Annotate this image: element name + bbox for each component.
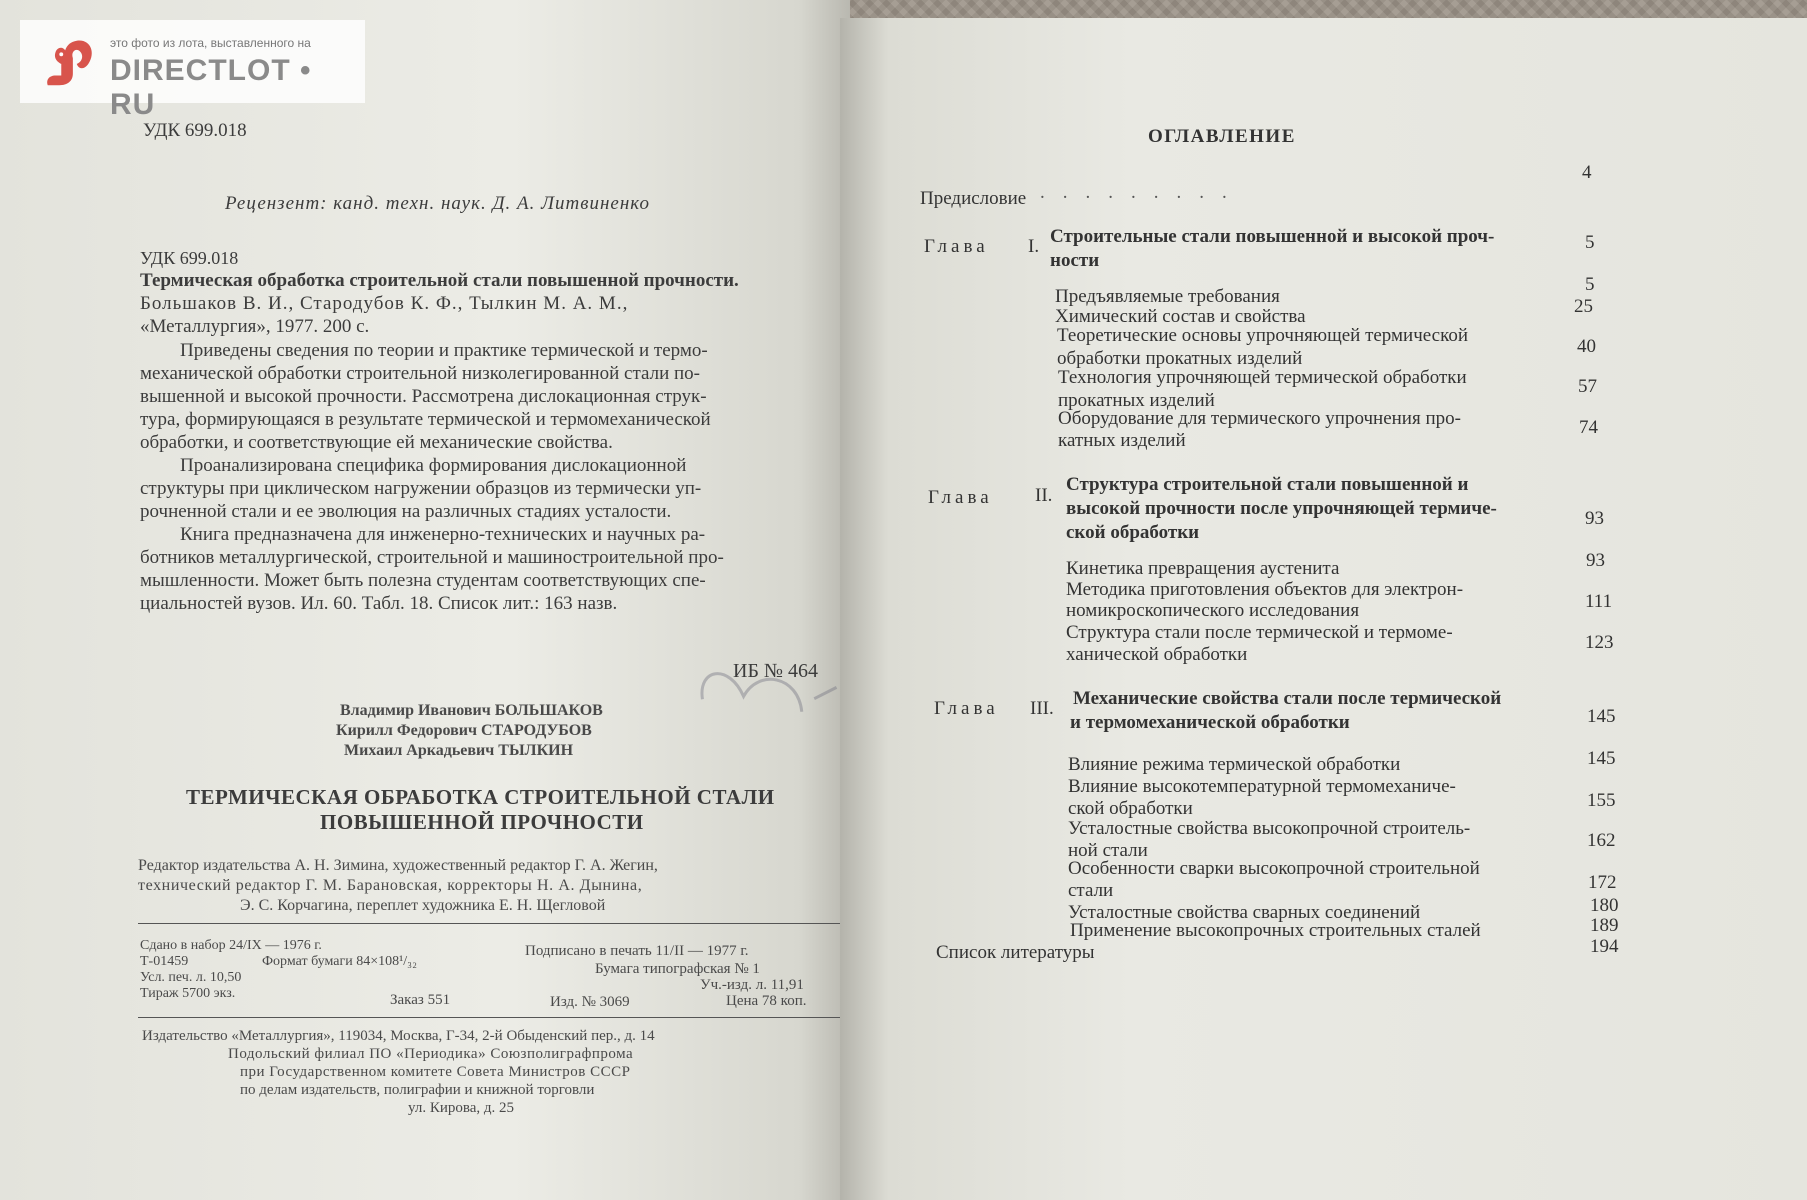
editors-line: Э. С. Корчагина, переплет художника Е. Н. Щегловой — [240, 897, 606, 914]
book-title-2: ПОВЫШЕННОЙ ПРОЧНОСТИ — [320, 810, 644, 834]
abstract-line: механической обработки строительной низколегированной стали по- — [140, 363, 700, 384]
publisher-address: ул. Кирова, д. 25 — [408, 1100, 515, 1116]
imprint-signed: Подписано в печать 11/II — 1977 г. — [525, 943, 749, 959]
watermark-brand: DIRECTLOT • RU — [110, 54, 312, 121]
toc-item: прокатных изделий — [1058, 390, 1215, 411]
toc-chapter-title: Механические свойства стали после термической — [1073, 688, 1502, 709]
toc-item: Методика приготовления объектов для электрон- — [1066, 579, 1464, 600]
toc-chapter-prefix: Глава — [924, 236, 989, 257]
toc-chapter-title: Структура строительной стали повышенной и — [1066, 474, 1469, 495]
publisher-address: при Государственном комитете Совета Министров СССР — [240, 1064, 631, 1080]
toc-chapter-title: ской обработки — [1066, 522, 1200, 543]
toc-chapter-page: 145 — [1587, 706, 1616, 727]
imprint-izd: Изд. № 3069 — [550, 994, 630, 1010]
toc-item-page: 145 — [1587, 748, 1616, 769]
toc-chapter-prefix: Глава — [934, 698, 999, 719]
toc-item: номикроскопического исследования — [1066, 600, 1360, 621]
toc-item-page: 74 — [1579, 417, 1598, 438]
editors-line: Редактор издательства А. Н. Зимина, художественный редактор Г. А. Жегин, — [138, 857, 658, 874]
catalog-authors-line: Большаков В. И., Стародубов К. Ф., Тылкин М. А. М., — [140, 293, 629, 314]
toc-item: Кинетика превращения аустенита — [1066, 558, 1340, 579]
toc-item: ской обработки — [1068, 798, 1193, 819]
toc-chapter-numeral: II. — [1035, 485, 1053, 506]
toc-heading: ОГЛАВЛЕНИЕ — [1148, 126, 1296, 147]
abstract-line: обработки, и соответствующие ей механические свойства. — [140, 432, 613, 453]
imprint-code: Т-01459 — [140, 954, 189, 969]
abstract-line: Приведены сведения по теории и практике термической и термо- — [180, 340, 708, 361]
toc-chapter-title: высокой прочности после упрочняющей термиче- — [1066, 498, 1497, 519]
toc-item: Влияние режима термической обработки — [1068, 754, 1401, 775]
toc-chapter-title: и термомеханической обработки — [1070, 712, 1350, 733]
toc-item: Усталостные свойства сварных соединений — [1068, 902, 1421, 923]
toc-bibliography-label: Список литературы — [936, 942, 1095, 963]
catalog-publisher-line: «Металлургия», 1977. 200 с. — [140, 316, 370, 337]
toc-item-page: 180 — [1590, 895, 1619, 916]
catalog-title-line: Термическая обработка строительной стали повышенной прочности. — [140, 270, 739, 291]
toc-dots: ......... — [1040, 182, 1245, 203]
editors-line: технический редактор Г. М. Барановская, корректоры Н. А. Дынина, — [138, 877, 643, 894]
toc-chapter-page: 93 — [1585, 508, 1604, 529]
toc-item: Теоретические основы упрочняющей термической — [1057, 325, 1469, 346]
toc-item: Применение высокопрочных строительных сталей — [1070, 920, 1481, 941]
abstract-line: циальностей вузов. Ил. 60. Табл. 18. Список лит.: 163 назв. — [140, 593, 618, 614]
imprint-sent: Сдано в набор 24/IX — 1976 г. — [140, 938, 322, 953]
toc-item-page: 189 — [1590, 915, 1619, 936]
imprint-top-rule — [138, 923, 843, 924]
toc-item: катных изделий — [1058, 430, 1186, 451]
toc-item: обработки прокатных изделий — [1057, 348, 1303, 369]
abstract-line: тура, формирующаяся в результате термической и термомеханической — [140, 409, 711, 430]
squirrel-logo-icon — [40, 34, 98, 90]
author-name: Владимир Иванович БОЛЬШАКОВ — [340, 702, 603, 719]
publisher-address: по делам издательств, полиграфии и книжной торговли — [240, 1082, 595, 1098]
book-title-1: ТЕРМИЧЕСКАЯ ОБРАБОТКА СТРОИТЕЛЬНОЙ СТАЛИ — [186, 785, 775, 809]
toc-item: Влияние высокотемпературной термомеханиче- — [1068, 776, 1456, 797]
imprint-format: Формат бумаги 84×108¹/₃₂ — [262, 954, 417, 969]
abstract-line: Книга предназначена для инженерно-технических и научных ра- — [180, 524, 706, 545]
library-stamp — [681, 647, 849, 734]
udk-top: УДК 699.018 — [143, 120, 247, 141]
toc-item: Технология упрочняющей термической обработки — [1058, 367, 1467, 388]
toc-item: Химический состав и свойства — [1055, 306, 1306, 327]
imprint-bottom-rule — [138, 1017, 843, 1018]
toc-item: Усталостные свойства высокопрочной строитель- — [1068, 818, 1471, 839]
toc-item-page: 5 — [1585, 274, 1595, 295]
toc-item: ханической обработки — [1066, 644, 1248, 665]
reviewer-line: Рецензент: канд. техн. наук. Д. А. Литвиненко — [225, 193, 650, 214]
toc-item-page: 25 — [1574, 296, 1593, 317]
toc-chapter-title: Строительные стали повышенной и высокой проч- — [1050, 226, 1495, 247]
imprint-uch: Уч.-изд. л. 11,91 — [700, 977, 804, 993]
toc-item-page: 40 — [1577, 336, 1596, 357]
watermark — [20, 20, 365, 121]
toc-item: Особенности сварки высокопрочной строительной — [1068, 858, 1480, 879]
toc-item-page: 93 — [1586, 550, 1605, 571]
watermark-caption: это фото из лота, выставленного на — [110, 36, 311, 50]
toc-item-page: 57 — [1578, 376, 1597, 397]
toc-preface-page: 4 — [1582, 162, 1592, 183]
publisher-address: Издательство «Металлургия», 119034, Москва, Г-34, 2-й Обыденский пер., д. 14 — [142, 1028, 655, 1044]
toc-chapter-page: 5 — [1585, 232, 1595, 253]
toc-item-page: 123 — [1585, 632, 1614, 653]
abstract — [140, 339, 830, 615]
abstract-line: Проанализирована специфика формирования дислокационной — [180, 455, 687, 476]
imprint-paper: Бумага типографская № 1 — [595, 961, 760, 977]
toc-item-page: 155 — [1587, 790, 1616, 811]
toc-item: ной стали — [1068, 840, 1148, 861]
toc-item: Предъявляемые требования — [1055, 286, 1280, 307]
udk-block: УДК 699.018 — [140, 248, 239, 268]
abstract-line: вышенной и высокой прочности. Рассмотрена дислокационная струк- — [140, 386, 707, 407]
imprint-tirazh: Тираж 5700 экз. — [140, 986, 236, 1001]
abstract-line: структуры при циклическом нагружении образцов из термически уп- — [140, 478, 702, 499]
toc-item-page: 172 — [1588, 872, 1617, 893]
toc-item: стали — [1068, 880, 1114, 901]
toc-bibliography-page: 194 — [1590, 936, 1619, 957]
author-name: Кирилл Федорович СТАРОДУБОВ — [336, 722, 592, 739]
left-page — [0, 0, 850, 1200]
abstract-line: рочненной стали и ее эволюция на различных стадиях усталости. — [140, 501, 672, 522]
abstract-line: мышленности. Может быть полезна студентам соответствующих спе- — [140, 570, 706, 591]
author-name: Михаил Аркадьевич ТЫЛКИН — [344, 742, 574, 759]
imprint-zakaz: Заказ 551 — [390, 992, 451, 1008]
ib-number: ИБ № 464 — [733, 660, 819, 682]
toc-chapter-prefix: Глава — [928, 487, 993, 508]
imprint-usl: Усл. печ. л. 10,50 — [140, 970, 242, 985]
toc-chapter-title: ности — [1050, 250, 1100, 271]
imprint-price: Цена 78 коп. — [726, 993, 807, 1009]
toc-item: Структура стали после термической и термоме- — [1066, 622, 1453, 643]
toc-chapter-numeral: I. — [1028, 236, 1040, 257]
toc-chapter-numeral: III. — [1030, 698, 1054, 719]
toc-item: Оборудование для термического упрочнения про- — [1058, 408, 1461, 429]
toc-preface-label: Предисловие — [920, 188, 1027, 209]
toc-item-page: 111 — [1585, 591, 1613, 612]
abstract-line: ботников металлургической, строительной и машиностроительной про- — [140, 547, 724, 568]
toc-item-page: 162 — [1587, 830, 1616, 851]
publisher-address: Подольский филиал ПО «Периодика» Союзполиграфпрома — [228, 1046, 634, 1062]
